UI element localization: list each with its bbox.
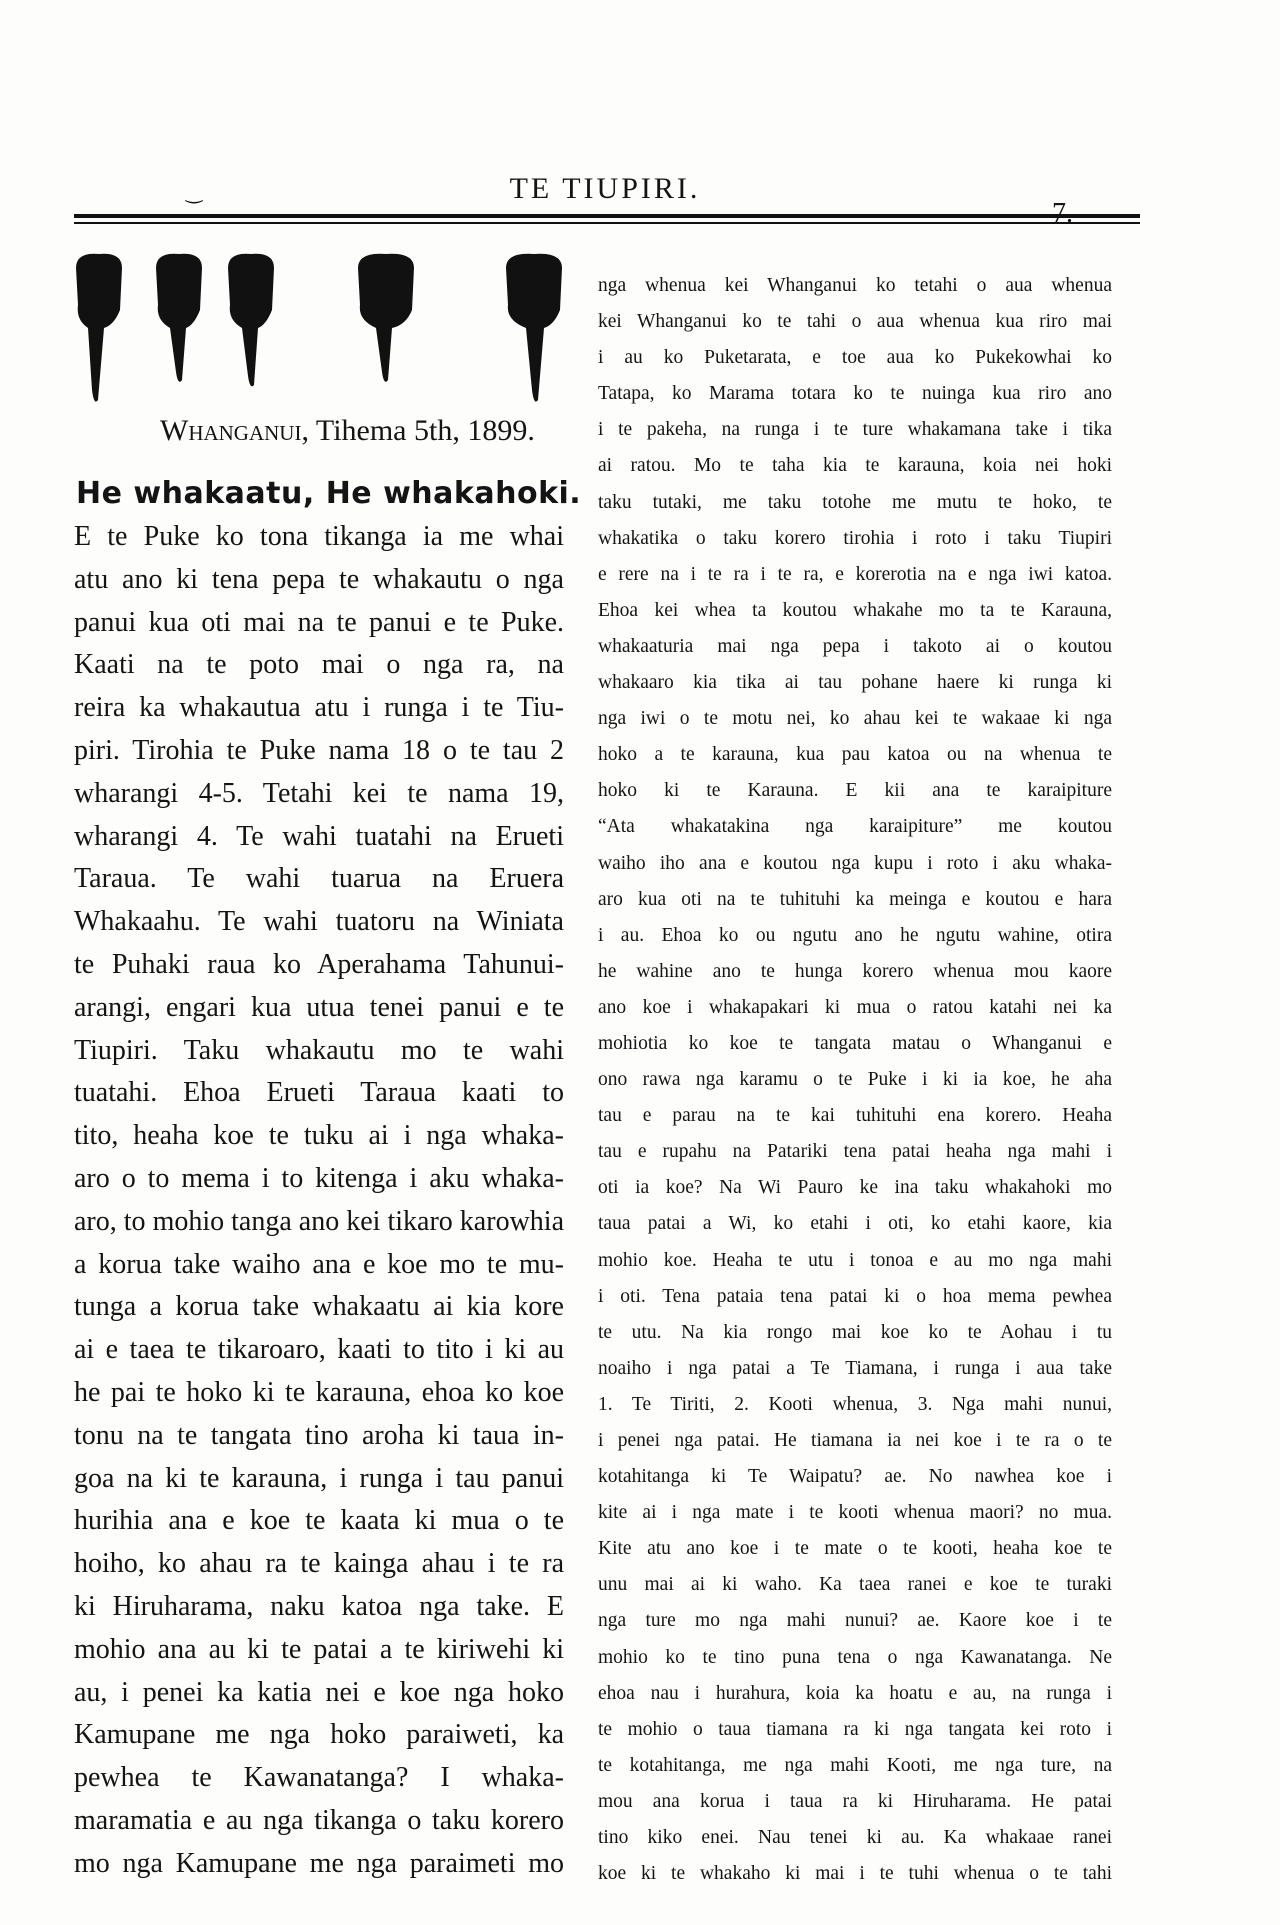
text-line: te utu. Na kia rongo mai koe ko te Aohau i tu [598, 1321, 1112, 1343]
text-line: unu mai ai ki waho. Ka taea ranei e koe te turaki [598, 1574, 1112, 1596]
text-line: taua patai a Wi, ko etahi i oti, ko etahi kaore, kia [598, 1213, 1112, 1235]
text-line: 1. Te Tiriti, 2. Kooti whenua, 3. Nga mahi nunui, [598, 1393, 1112, 1415]
text-line: Kamupane me nga hoko paraiweti, ka [74, 1719, 564, 1751]
text-line: piri. Tirohia te Puke nama 18 o te tau 2 [74, 734, 564, 766]
text-line: ai ratou. Mo te taha kia te karauna, koia nei hoki [598, 455, 1112, 477]
text-line: wharangi 4. Te wahi tuatahi na Erueti [74, 820, 564, 852]
text-line: nga whenua kei Whanganui ko tetahi o aua whenua [598, 275, 1112, 296]
text-line: te Puhaki raua ko Aperahama Tahunui- [74, 948, 564, 980]
text-line: “Ata whakatakina nga karaipiture” me koutou [598, 816, 1112, 838]
text-line: ki Hiruharama, naku katoa nga take. E [74, 1590, 564, 1622]
text-line: ano koe i whakapakari ki mua o ratou katahi nei ka [598, 996, 1112, 1018]
text-line: Tatapa, ko Marama totara ko te nuinga kua riro ano [598, 383, 1112, 405]
text-line: au, i penei ka katia nei e koe nga hoko [74, 1676, 564, 1708]
text-line: whakaaturia mai nga pepa i takoto ai o koutou [598, 635, 1112, 657]
text-line: mohiotia ko koe te tangata matau o Whanganui e [598, 1032, 1112, 1054]
header-rule-thick [74, 214, 1140, 218]
left-column-text [74, 516, 564, 1886]
pointing-hand-icon [228, 254, 274, 387]
pointing-hands-ornament [74, 250, 574, 410]
text-line: waiho iho ana e koutou nga kupu i roto i aku whaka- [598, 852, 1112, 874]
text-line: nga iwi o te motu nei, ko ahau kei te wakaae ki nga [598, 708, 1112, 730]
text-line: Tiupiri. Taku whakautu mo te wahi [74, 1034, 564, 1066]
text-line: reira ka whakautua atu i runga i te Tiu- [74, 692, 564, 724]
text-line: E te Puke ko tona tikanga ia me whai [74, 521, 564, 552]
text-line: mo nga Kamupane me nga paraimeti mo [74, 1847, 564, 1879]
text-line: oti ia koe? Na Wi Pauro ke ina taku whakahoki mo [598, 1177, 1112, 1199]
text-line: mou ana korua i taua ra ki Hiruharama. He patai [598, 1790, 1112, 1812]
text-line: hoko a te karauna, kua pau katoa ou na whenua te [598, 744, 1112, 766]
text-line: tunga a korua take whakaatu ai kia kore [74, 1291, 564, 1323]
text-line: arangi, engari kua utua tenei panui e te [74, 991, 564, 1023]
text-line: hurihia ana e koe te kaata ki mua o te [74, 1505, 564, 1537]
text-line: maramatia e au nga tikanga o taku korero [74, 1804, 564, 1836]
header-rule-thin [74, 222, 1140, 224]
text-line: e rere na i te ra i te ra, e korerotia na e nga iwi katoa. [598, 563, 1112, 585]
text-line: whakaaro kia tika ai tau pohane haere ki runga ki [598, 672, 1112, 694]
text-line: Taraua. Te wahi tuarua na Eruera [74, 863, 564, 895]
text-line: he pai te hoko ki te karauna, ehoa ko koe [74, 1376, 564, 1408]
text-line: i oti. Tena pataia tena patai ki o hoa mema pewhea [598, 1285, 1112, 1307]
text-line: aro, to mohio tanga ano kei tikaro karowhia [74, 1205, 564, 1237]
text-line: mohio ko te tino puna tena o nga Kawanatanga. Ne [598, 1646, 1112, 1668]
text-line: i te pakeha, na runga i te ture whakamana take i tika [598, 419, 1112, 441]
article-heading: He whakaatu, He whakahoki. [76, 476, 582, 511]
text-line: i penei nga patai. He tiamana ia nei koe i te ra o te [598, 1430, 1112, 1451]
text-line: Kite atu ano koe i te mate o te kooti, heaha koe te [598, 1538, 1112, 1560]
text-line: Whakaahu. Te wahi tuatoru na Winiata [74, 906, 564, 938]
text-line: wharangi 4-5. Tetahi kei te nama 19, [74, 777, 564, 809]
text-line: ono rawa nga karamu o te Puke i ki ia koe, he aha [598, 1069, 1112, 1091]
text-line: noaiho i nga patai a Te Tiamana, i runga i aua take [598, 1357, 1112, 1379]
text-line: mohio ana au ki te patai a te kiriwehi ki [74, 1633, 564, 1665]
text-line: panui kua oti mai na te panui e te Puke. [74, 606, 564, 638]
text-line: tito, heaha koe te tuku ai i nga whaka- [74, 1120, 564, 1152]
text-line: kei Whanganui ko te tahi o aua whenua kua riro mai [598, 311, 1112, 333]
text-line: Ehoa kei whea ta koutou whakahe mo ta te Karauna, [598, 599, 1112, 621]
text-line: ehoa nau i hurahura, koia ka hoatu e au, na runga i [598, 1682, 1112, 1704]
text-line: tau e parau na te kai tuhituhi ena korero. Heaha [598, 1105, 1112, 1127]
text-line: nga ture mo nga mahi nunui? ae. Kaore koe i te [598, 1610, 1112, 1632]
pointing-hand-icon [76, 254, 122, 402]
pointing-hand-icon [358, 254, 414, 382]
text-line: he wahine ano te hunga korero whenua mou kaore [598, 960, 1112, 982]
text-line: kotahitanga ki Te Waipatu? ae. No nawhea koe i [598, 1466, 1112, 1488]
pointing-hand-icon [506, 254, 562, 402]
text-line: tino kiko enei. Nau tenei ki au. Ka whakaae ranei [598, 1827, 1112, 1849]
text-line: tau e rupahu na Patariki tena patai heaha nga mahi i [598, 1141, 1112, 1163]
dateline-place: Whanganui, [160, 414, 309, 447]
text-line: i au. Ehoa ko ou ngutu ano he ngutu wahine, otira [598, 924, 1112, 946]
text-line: pewhea te Kawanatanga? I whaka- [74, 1762, 564, 1794]
text-line: aro kua oti na te tuhituhi ka meinga e koutou e hara [598, 888, 1112, 910]
text-line: goa na ki te karauna, i runga i tau panui [74, 1462, 564, 1494]
pointing-hand-icon [156, 254, 202, 382]
text-line: Kaati na te poto mai o nga ra, na [74, 649, 564, 681]
newspaper-title: TE TIUPIRI. [509, 172, 701, 205]
right-column-text [598, 268, 1112, 1892]
text-line: hoko ki te Karauna. E kii ana te karaipiture [598, 780, 1112, 802]
text-line: te kotahitanga, me nga mahi Kooti, me nga ture, na [598, 1754, 1112, 1776]
text-line: tuatahi. Ehoa Erueti Taraua kaati to [74, 1077, 564, 1109]
text-line: hoiho, ko ahau ra te kainga ahau i te ra [74, 1548, 564, 1580]
text-line: koe ki te whakaho ki mai i te tuhi whenua o te tahi [598, 1863, 1112, 1885]
text-line: aro o to mema i to kitenga i aku whaka- [74, 1162, 564, 1194]
dateline-date: Tihema 5th, 1899. [308, 414, 535, 447]
text-line: atu ano ki tena pepa te whakautu o nga [74, 563, 564, 595]
text-line: kite ai i nga mate i te kooti whenua maori? no mua. [598, 1502, 1112, 1524]
text-line: te mohio o taua tiamana ra ki nga tangata kei roto i [598, 1718, 1112, 1740]
text-line: i au ko Puketarata, e toe aua ko Pukekowhai ko [598, 347, 1112, 369]
dateline [160, 414, 535, 448]
text-line: a korua take waiho ana e koe mo te mu- [74, 1248, 564, 1280]
text-line: whakatika o taku korero tirohia i roto i taku Tiupiri [598, 527, 1112, 549]
text-line: ai e taea te tikaroaro, kaati to tito i ki au [74, 1334, 564, 1366]
text-line: mohio koe. Heaha te utu i tonoa e au mo nga mahi [598, 1249, 1112, 1271]
text-line: taku tutaki, me taku totohe me mutu te hoko, te [598, 491, 1112, 513]
text-line: tonu na te tangata tino aroha ki taua in- [74, 1419, 564, 1451]
printer-mark: ‿ [186, 182, 203, 204]
